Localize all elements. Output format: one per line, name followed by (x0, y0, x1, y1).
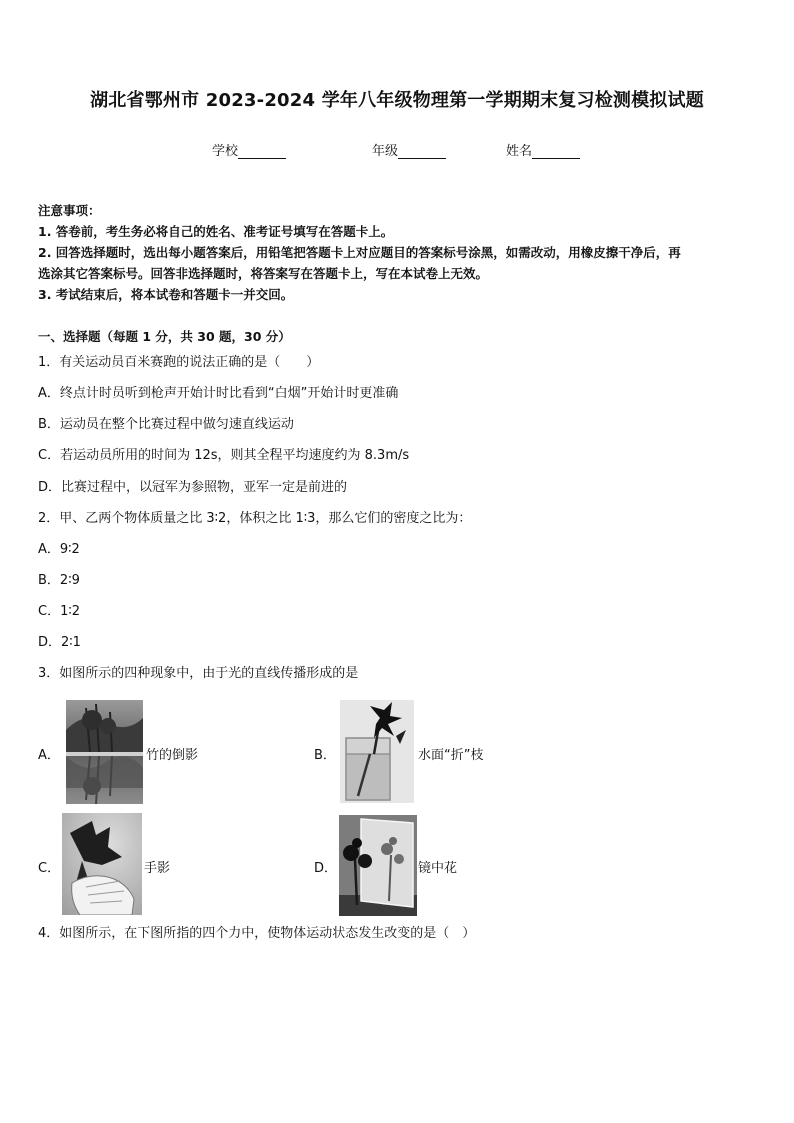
q2-stem: 2．甲、乙两个物体质量之比 3∶2，体积之比 1∶3，那么它们的密度之比为： (38, 511, 472, 526)
q1-option-a: A．终点计时员听到枪声开始计时比看到“白烟”开始计时更准确 (38, 386, 399, 401)
q2-option-c: C．1∶2 (38, 604, 81, 619)
q3-option-a-letter: A． (38, 748, 60, 763)
name-label: 姓名 (506, 144, 533, 159)
q3-option-a-caption: 竹的倒影 (146, 748, 199, 763)
q1-option-d: D．比赛过程中，以冠军为参照物，亚军一定是前进的 (38, 480, 348, 495)
notice-heading: 注意事项： (38, 203, 101, 218)
q1-stem: 1．有关运动员百米赛跑的说法正确的是（ ） (38, 355, 320, 370)
q3-stem: 3．如图所示的四种现象中，由于光的直线传播形成的是 (38, 666, 359, 681)
q1-option-b: B．运动员在整个比赛过程中做匀速直线运动 (38, 417, 294, 432)
flower-in-mirror-photo-icon (339, 815, 417, 916)
q3-option-b-caption: 水面“折”枝 (418, 748, 484, 763)
q3-option-d-caption: 镜中花 (418, 861, 458, 876)
bamboo-reflection-photo-icon (66, 700, 143, 804)
q3-option-b-letter: B． (314, 748, 336, 763)
notice-item-3: 3. 考试结束后，将本试卷和答题卡一并交回。 (38, 287, 294, 302)
notice-item-1: 1. 答卷前，考生务必将自己的姓名、准考证号填写在答题卡上。 (38, 224, 394, 239)
name-blank[interactable] (532, 144, 580, 159)
notice-item-2: 2. 回答选择题时，选出每小题答案后，用铅笔把答题卡上对应题目的答案标号涂黑，如需改动，用橡皮擦干净后，再 (38, 245, 681, 260)
q3-option-d-letter: D． (314, 861, 338, 876)
grade-label: 年级 (372, 144, 399, 159)
section-heading: 一、选择题（每题 1 分，共 30 题，30 分） (38, 329, 291, 344)
bent-stem-in-water-photo-icon (340, 700, 414, 803)
school-blank[interactable] (238, 144, 286, 159)
q1-option-c: C．若运动员所用的时间为 12s，则其全程平均速度约为 8.3m/s (38, 448, 410, 463)
exam-title: 湖北省鄂州市 2023-2024 学年八年级物理第一学期期末复习检测模拟试题 (90, 90, 704, 111)
q3-option-c-caption: 手影 (144, 861, 171, 876)
q2-option-a: A．9∶2 (38, 542, 80, 557)
grade-field (372, 140, 446, 159)
grade-blank[interactable] (398, 144, 446, 159)
q2-option-d: D．2∶1 (38, 635, 81, 650)
q4-stem: 4．如图所示，在下图所指的四个力中，使物体运动状态发生改变的是（ ） (38, 926, 476, 941)
school-field (212, 140, 286, 159)
name-field (506, 140, 580, 159)
q3-option-c-letter: C． (38, 861, 61, 876)
school-label: 学校 (212, 144, 239, 159)
notice-item-2-cont: 选涂其它答案标号。回答非选择题时，将答案写在答题卡上，写在本试卷上无效。 (38, 266, 489, 281)
q2-option-b: B．2∶9 (38, 573, 80, 588)
hand-shadow-photo-icon (62, 813, 142, 915)
